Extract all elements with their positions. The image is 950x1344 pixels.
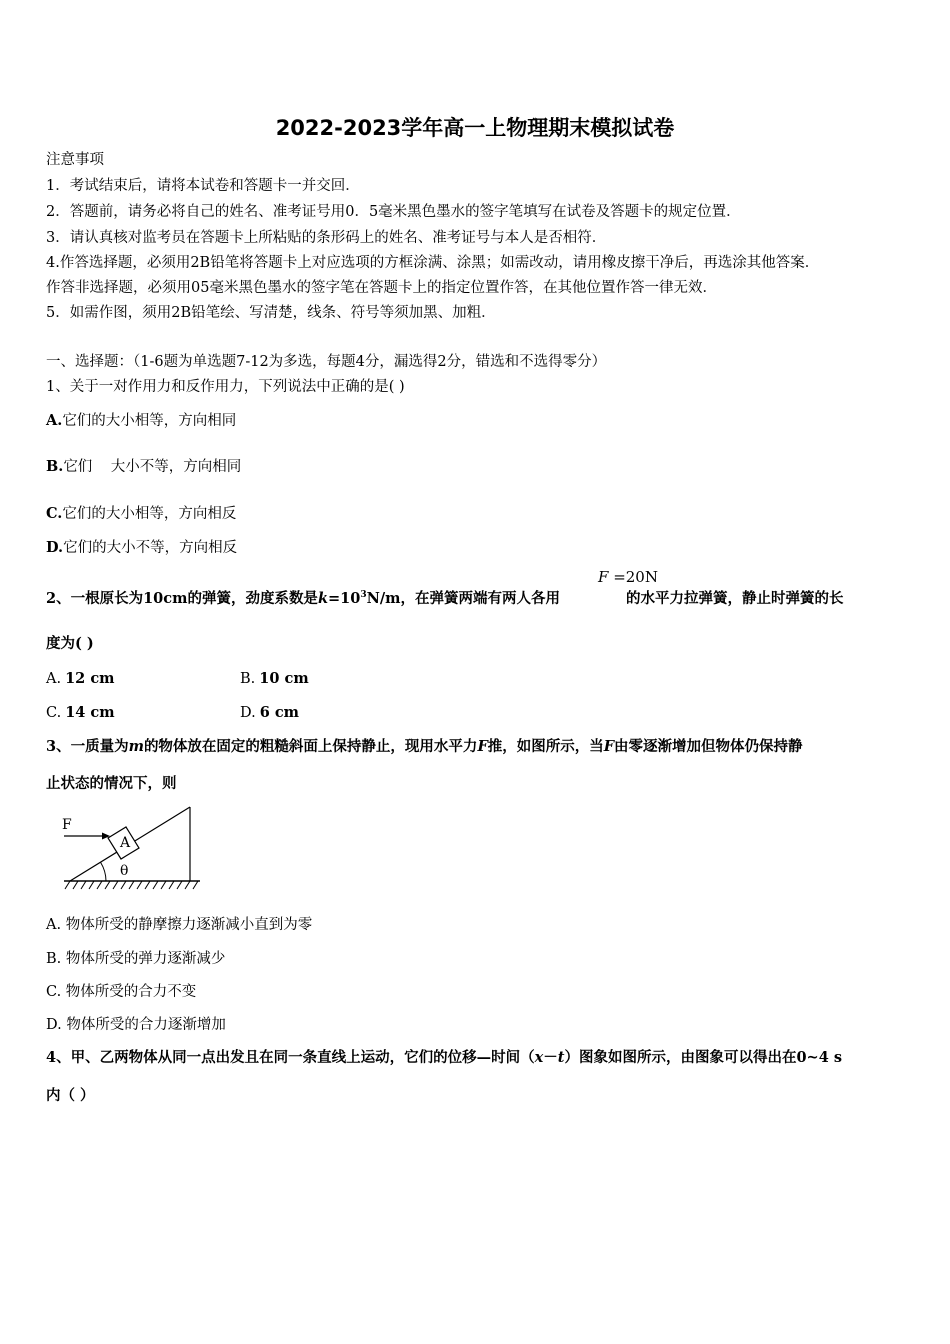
q3-stem-line2: 止状态的情况下，则: [46, 775, 177, 792]
q2-k-exp: 3: [360, 590, 367, 600]
q3-m-var: m: [128, 738, 144, 755]
option-label: A.: [46, 671, 62, 687]
q4-stem-a: 4、甲、乙两物体从同一点出发且在同一条直线上运动，它们的位移—时间（: [46, 1049, 535, 1066]
notice-item-5: 5．如需作图，须用2B铅笔绘、写清楚，线条、符号等须加黑、加粗．: [46, 305, 496, 321]
q4-stem: [46, 1048, 842, 1068]
q4-x-var: x: [534, 1049, 544, 1066]
q2-option-row-2: [46, 703, 115, 723]
notice-item-1: 1．考试结束后，请将本试卷和答题卡一并交回．: [46, 178, 360, 194]
q4-dash: －: [543, 1049, 558, 1066]
q2-option-b: [240, 669, 309, 689]
option-text: 它们的大小不等，方向相反: [63, 540, 238, 556]
q3-stem-d: 由零逐渐增加但物体仍保持静: [614, 738, 803, 755]
q4-t-var: t: [557, 1049, 565, 1066]
q3-option-d: D. 物体所受的合力逐渐增加: [46, 1017, 226, 1033]
q3-option-a: A. 物体所受的静摩擦力逐渐减小直到为零: [46, 917, 313, 933]
q2-k-var: k: [317, 589, 328, 607]
option-text: 它们的大小相等，方向相反: [62, 506, 237, 522]
q4-stem-b: ）图象如图所示，由图象可以得出在: [564, 1049, 797, 1066]
q2-stem-part2: 的水平力拉弹簧，静止时弹簧的长: [625, 589, 844, 607]
q3-f-var: F: [477, 738, 488, 755]
option-text: 它们的大小相等，方向相同: [62, 413, 237, 429]
q2-k-value: =10: [327, 589, 361, 607]
q3-option-b: B. 物体所受的弹力逐渐减少: [46, 951, 226, 967]
angle-arc: [101, 862, 106, 881]
option-text: 6 cm: [259, 704, 300, 721]
q3-stem-c: 推，如图所示，当: [487, 738, 604, 755]
angle-label: θ: [120, 863, 129, 879]
formula-value: =20N: [608, 568, 658, 586]
q2-option-d: [240, 703, 299, 723]
option-label: D.: [46, 539, 64, 556]
q1-stem: 1、关于一对作用力和反作用力，下列说法中正确的是( ): [46, 379, 405, 395]
option-label: C.: [46, 705, 62, 721]
option-text: 10 cm: [259, 670, 309, 687]
notice-item-3: 3．请认真核对监考员在答题卡上所粘贴的条形码上的姓名、准考证号与本人是否相符．: [46, 230, 607, 246]
q1-option-c: [46, 504, 236, 524]
formula-var: F: [598, 568, 609, 586]
option-label: B.: [46, 458, 64, 475]
notice-item-4: 4.作答选择题，必须用2B铅笔将答题卡上对应选项的方框涂满、涂黑；如需改动，请用橡皮擦干净后，再选涂其他答案．: [46, 255, 820, 271]
option-text: 它们 大小不等，方向相同: [63, 459, 242, 475]
q2-stem: [46, 585, 843, 609]
option-label: B.: [240, 671, 256, 687]
force-label: F: [62, 817, 72, 833]
q3-stem: [46, 737, 803, 757]
page-title: 2022-2023学年高一上物理期末模拟试卷: [275, 116, 675, 140]
ground-hatch: [65, 881, 198, 889]
q3-f-var-2: F: [603, 738, 615, 755]
block-label: A: [120, 835, 131, 851]
q2-formula: [598, 568, 658, 586]
option-text: 14 cm: [65, 704, 115, 721]
option-label: C.: [46, 505, 63, 522]
q1-option-a: [46, 411, 236, 431]
notice-item-4b: 作答非选择题，必须用05毫米黑色墨水的签字笔在答题卡上的指定位置作答，在其他位置作答一律无效．: [46, 280, 717, 296]
option-label: A.: [46, 412, 63, 429]
q2-stem-part1: 2、一根原长为10cm的弹簧，劲度系数是: [46, 589, 318, 607]
q2-stem-line2: 度为( ): [46, 635, 94, 652]
incline-figure: [56, 802, 206, 897]
q3-option-c: C. 物体所受的合力不变: [46, 984, 197, 1000]
option-text: 12 cm: [65, 670, 115, 687]
q4-range: 0~4 s: [796, 1049, 842, 1066]
notice-item-2: 2．答题前，请务必将自己的姓名、准考证号用0．5毫米黑色墨水的签字笔填写在试卷及答题卡的规定位置．: [46, 204, 741, 220]
q4-stem-line2: 内（ ）: [46, 1087, 95, 1104]
notice-heading: 注意事项: [46, 152, 104, 168]
option-label: D.: [240, 705, 256, 721]
q1-option-d: [46, 538, 237, 558]
q3-stem-a: 3、一质量为: [46, 738, 129, 755]
q1-option-b: [46, 457, 241, 477]
q2-option-row-1: [46, 669, 115, 689]
section-heading: 一、选择题：（1-6题为单选题7-12为多选，每题4分，漏选得2分，错选和不选得零分）: [46, 354, 607, 370]
q2-k-unit: N/m，在弹簧两端有两人各用: [366, 589, 560, 607]
q3-stem-b: 的物体放在固定的粗糙斜面上保持静止，现用水平力: [143, 738, 478, 755]
